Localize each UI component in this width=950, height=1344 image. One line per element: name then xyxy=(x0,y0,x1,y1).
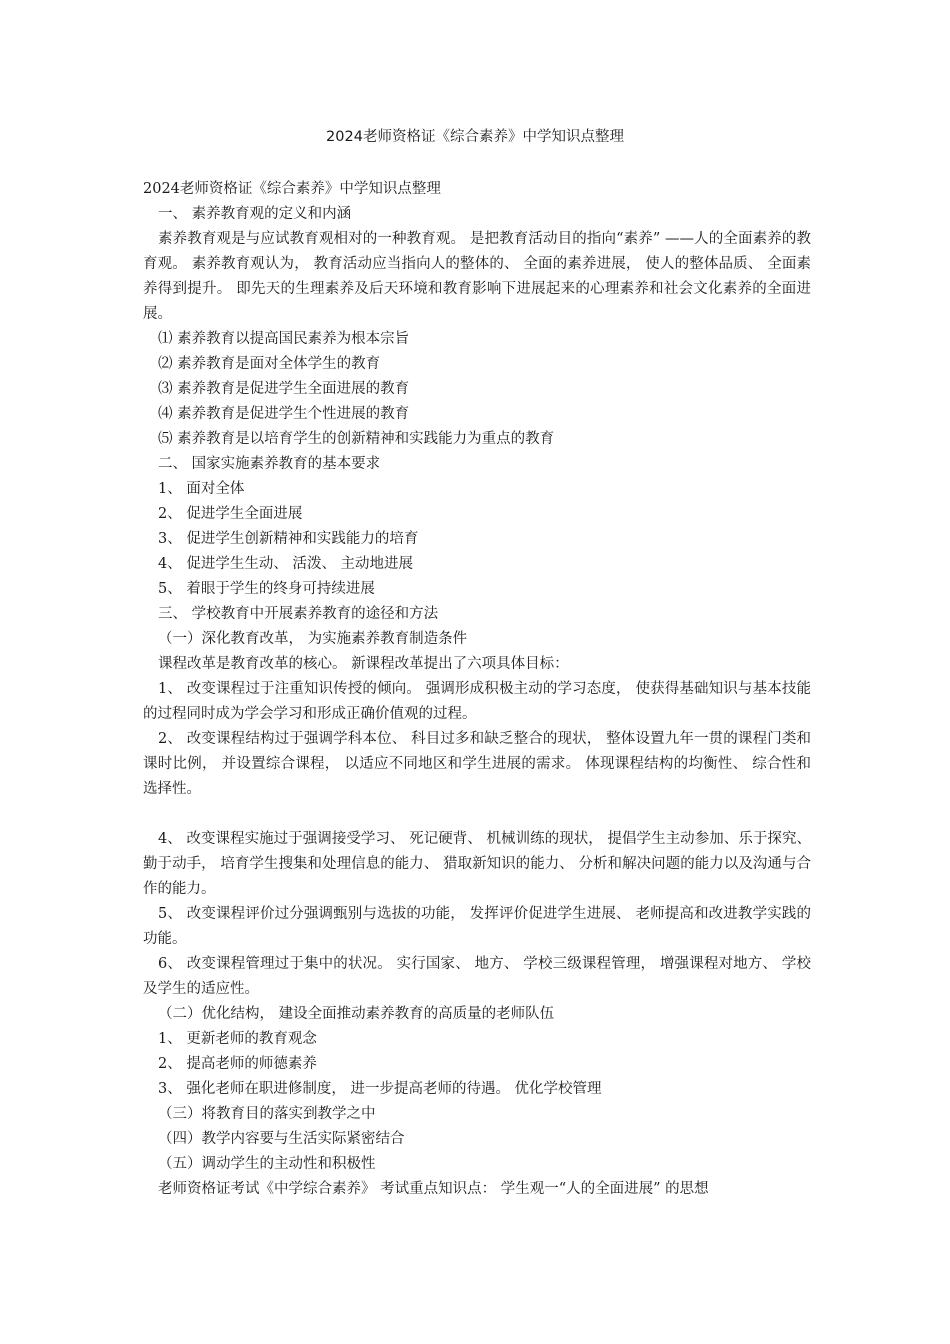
list-item: 1、 改变课程过于注重知识传授的倾向。 强调形成积极主动的学习态度， 使获得基础知识与基本技能的过程同时成为学会学习和形成正确价值观的过程。 xyxy=(143,681,811,722)
subsection-heading: （四）教学内容要与生活实际紧密结合 xyxy=(158,1131,405,1147)
subsection-heading: （二）优化结构， 建设全面推动素养教育的高质量的老师队伍 xyxy=(158,1006,555,1022)
list-item: 2、 促进学生全面进展 xyxy=(158,506,303,522)
list-item: ⑸ 素养教育是以培育学生的创新精神和实践能力为重点的教育 xyxy=(158,431,555,447)
section-heading-1: 一、 素养教育观的定义和内涵 xyxy=(158,206,352,222)
list-item: 1、 更新老师的教育观念 xyxy=(158,1031,317,1047)
paragraph-definition: 素养教育观是与应试教育观相对的一种教育观。 是把教育活动目的指向“素养” ——人的全面素养的教育观。 素养教育观认为， 教育活动应当指向人的整体的、 全面的素养进展， 使人的整体品质、 全面素养得到提升。 即先天的生理素养及后天环境和教育影响下进展起来的心理素养和社会文化素养的全面进展。 xyxy=(143,231,811,322)
blank-line xyxy=(143,802,811,827)
paragraph: 课程改革是教育改革的核心。 新课程改革提出了六项具体目标： xyxy=(158,656,569,672)
list-item: 2、 改变课程结构过于强调学科本位、 科目过多和缺乏整合的现状， 整体设置九年一贯的课程门类和课时比例， 并设置综合课程， 以适应不同地区和学生进展的需求。 体现课程结构的均衡性、 综合性和选择性。 xyxy=(143,731,811,797)
list-item: ⑶ 素养教育是促进学生全面进展的教育 xyxy=(158,381,410,397)
list-item: ⑵ 素养教育是面对全体学生的教育 xyxy=(158,356,381,372)
paragraph: 老师资格证考试《中学综合素养》 考试重点知识点： 学生观一“人的全面进展” 的思想 xyxy=(158,1181,709,1197)
list-item: 6、 改变课程管理过于集中的状况。 实行国家、 地方、 学校三级课程管理， 增强课程对地方、 学校及学生的适应性。 xyxy=(143,956,811,997)
list-item: 1、 面对全体 xyxy=(158,481,245,497)
subsection-heading: （三）将教育目的落实到教学之中 xyxy=(158,1106,376,1122)
subsection-heading: （一）深化教育改革， 为实施素养教育制造条件 xyxy=(158,631,468,647)
section-heading-2: 二、 国家实施素养教育的基本要求 xyxy=(158,456,381,472)
document-body xyxy=(143,177,811,1202)
list-item: 4、 促进学生生动、 活泼、 主动地进展 xyxy=(158,556,414,572)
list-item: 5、 着眼于学生的终身可持续进展 xyxy=(158,581,375,597)
list-item: ⑷ 素养教育是促进学生个性进展的教育 xyxy=(158,406,410,422)
list-item: 3、 促进学生创新精神和实践能力的培育 xyxy=(158,531,419,547)
page-title: 2024老师资格证《综合素养》中学知识点整理 xyxy=(326,129,624,145)
subsection-heading: （五）调动学生的主动性和积极性 xyxy=(158,1156,376,1172)
list-item: 2、 提高老师的师德素养 xyxy=(158,1056,317,1072)
list-item: ⑴ 素养教育以提高国民素养为根本宗旨 xyxy=(158,331,410,347)
section-heading-3: 三、 学校教育中开展素养教育的途径和方法 xyxy=(158,606,439,622)
list-item: 4、 改变课程实施过于强调接受学习、 死记硬背、 机械训练的现状， 提倡学生主动参加、乐于探究、 勤于动手， 培育学生搜集和处理信息的能力、 猎取新知识的能力、 分析和解决问题的能力以及沟通与合作的能力。 xyxy=(143,831,811,897)
body-heading: 2024老师资格证《综合素养》中学知识点整理 xyxy=(143,181,441,197)
list-item: 5、 改变课程评价过分强调甄别与选拔的功能， 发挥评价促进学生进展、 老师提高和改进教学实践的功能。 xyxy=(143,906,811,947)
list-item: 3、 强化老师在职进修制度， 进一步提高老师的待遇。 优化学校管理 xyxy=(158,1081,602,1097)
